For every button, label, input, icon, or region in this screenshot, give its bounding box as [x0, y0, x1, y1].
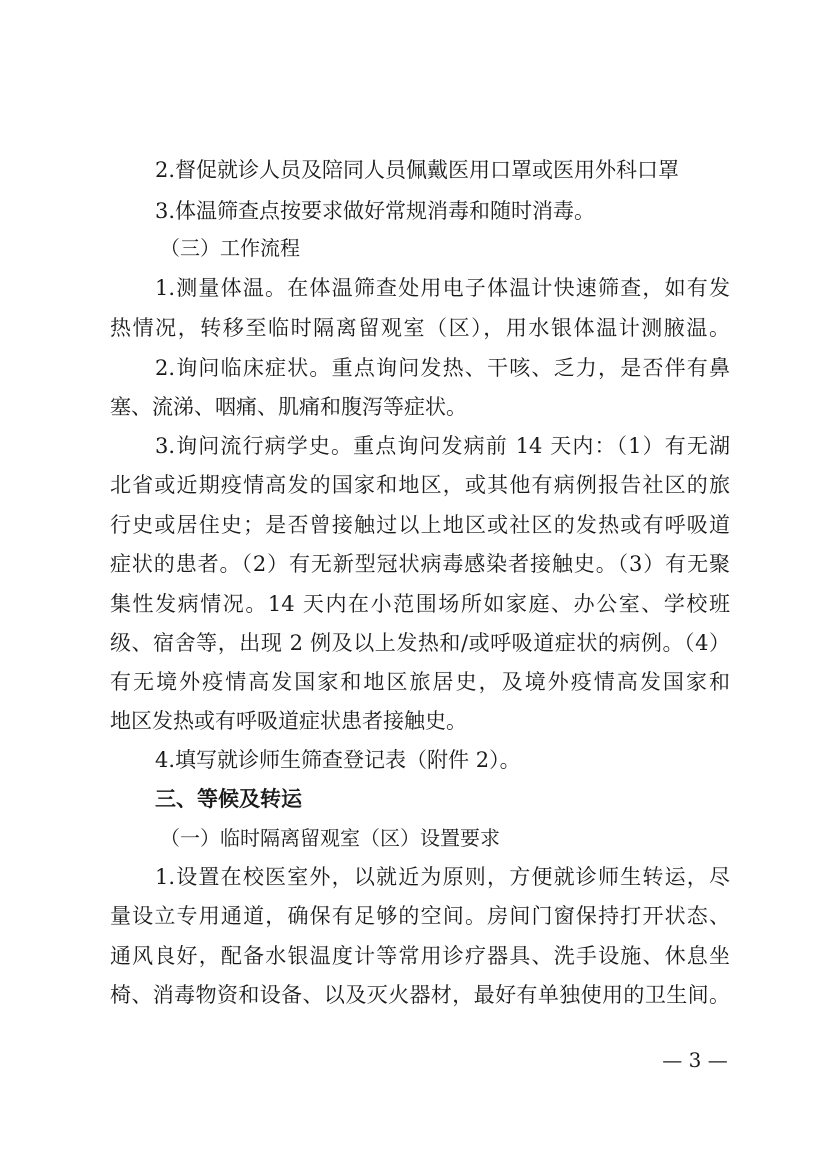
text-line: 3.体温筛查点按要求做好常规消毒和随时消毒。 [155, 199, 596, 223]
text-line: 椅、消毒物资和设备、以及灭火器材，最好有单独使用的卫生间。 [110, 983, 730, 1007]
text-line: 有无境外疫情高发国家和地区旅居史，及境外疫情高发国家和 [110, 670, 730, 694]
text-line: 3.询问流行病学史。重点询问发病前 14 天内：（1）有无湖 [155, 434, 730, 458]
section-subheading: （一）临时隔离留观室（区）设置要求 [160, 826, 500, 850]
text-line: 级、宿舍等，出现 2 例及以上发热和/或呼吸道症状的病例。（4） [110, 631, 730, 655]
text-line: 集性发病情况。14 天内在小范围场所如家庭、办公室、学校班 [110, 592, 730, 616]
text-line: 地区发热或有呼吸道症状患者接触史。 [110, 709, 467, 733]
text-line: 4.填写就诊师生筛查登记表（附件 2）。 [155, 748, 521, 772]
text-line: 通风良好，配备水银温度计等常用诊疗器具、洗手设施、休息坐 [110, 944, 730, 968]
text-line: 1.测量体温。在体温筛查处用电子体温计快速筛查，如有发 [155, 276, 730, 300]
text-line: 症状的患者。（2）有无新型冠状病毒感染者接触史。（3）有无聚 [110, 552, 730, 576]
page-number: — 3 — [662, 1048, 728, 1072]
text-line: 北省或近期疫情高发的国家和地区，或其他有病例报告社区的旅 [110, 473, 730, 497]
text-line: 1.设置在校医室外，以就近为原则，方便就诊师生转运，尽 [155, 865, 730, 889]
text-line: 行史或居住史；是否曾接触过以上地区或社区的发热或有呼吸道 [110, 513, 730, 537]
text-line: 2.督促就诊人员及陪同人员佩戴医用口罩或医用外科口罩 [155, 158, 680, 182]
text-line: 热情况，转移至临时隔离留观室（区），用水银体温计测腋温。 [110, 316, 730, 340]
text-line: 量设立专用通道，确保有足够的空间。房间门窗保持打开状态、 [110, 904, 730, 928]
text-line: 塞、流涕、咽痛、肌痛和腹泻等症状。 [110, 395, 467, 419]
section-heading: 三、等候及转运 [155, 787, 302, 811]
section-subheading: （三）工作流程 [160, 236, 300, 260]
text-line: 2.询问临床症状。重点询问发热、干咳、乏力，是否伴有鼻 [155, 356, 730, 380]
